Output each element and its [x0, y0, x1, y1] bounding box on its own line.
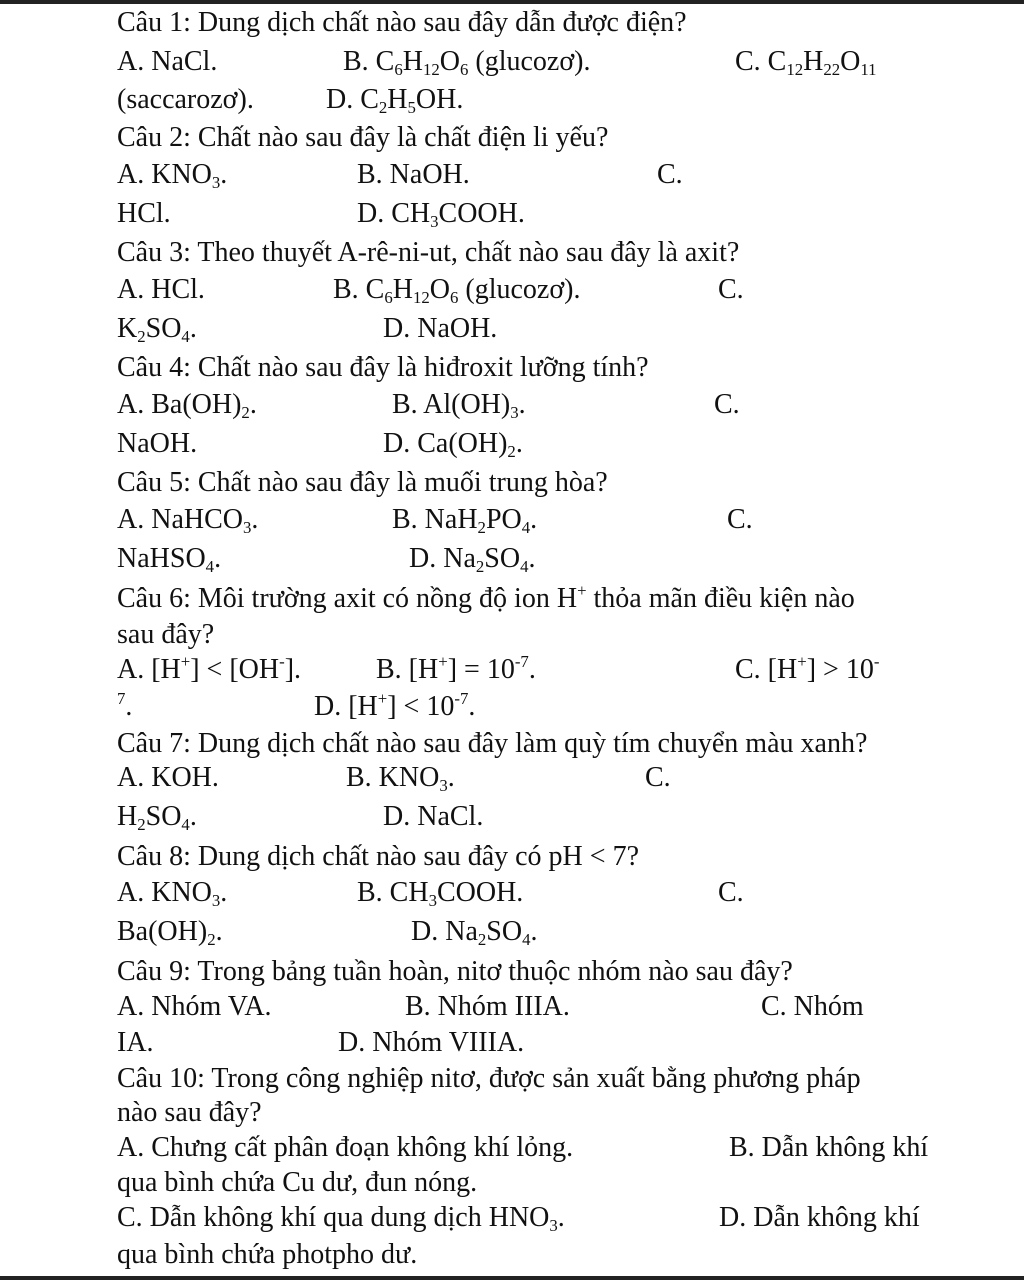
question-7-option-a: A. KOH. [117, 762, 219, 793]
question-10-option-b: B. Dẫn không khí [729, 1132, 929, 1163]
question-3-stem: Câu 3: Theo thuyết A-rê-ni-ut, chất nào sau đây là axit? [117, 237, 740, 268]
question-6-option-a: A. [H+] < [OH-]. [117, 652, 302, 685]
question-2-option-c-cont: HCl. [117, 198, 171, 229]
question-5-option-d: D. $Na_2SO_4$. [409, 543, 536, 577]
question-3-option-a: A. HCl. [117, 274, 205, 305]
question-9-option-a: A. Nhóm VA. [117, 991, 272, 1022]
question-8-stem: Câu 8: Dung dịch chất nào sau đây có pH < 7? [117, 841, 639, 872]
question-1-option-a: A. NaCl. [117, 46, 218, 77]
question-6-stem-cont: sau đây? [117, 619, 215, 650]
question-9-option-c: C. Nhóm [761, 991, 864, 1022]
question-7-option-d: D. NaCl. [383, 801, 484, 832]
question-10-option-b-cont: qua bình chứa Cu dư, đun nóng. [117, 1167, 478, 1198]
question-4-option-c: C. [714, 389, 740, 420]
question-1-option-d: D. $C_2H_5OH$. [326, 84, 464, 118]
question-4-option-c-cont: NaOH. [117, 428, 198, 459]
question-2-option-d: D. $CH_3COOH$. [357, 198, 525, 232]
question-4-stem: Câu 4: Chất nào sau đây là hiđroxit lưỡng tính? [117, 352, 649, 383]
question-1-option-c: C. $C_{12}H_{22}O_{11}$ [735, 46, 877, 80]
question-5-option-b: B. $NaH_2PO_4$. [392, 504, 538, 538]
question-8-option-b: B. $CH_3COOH$. [357, 877, 524, 911]
question-5-option-a: A. NaHCO$_3$. [117, 504, 259, 538]
question-10-stem-cont: nào sau đây? [117, 1097, 262, 1128]
question-6-option-c: C. [H+] > 10- [735, 652, 880, 685]
question-3-option-b: B. $C_6H_{12}O_6$ (glucozơ). [333, 274, 581, 308]
question-9-option-b: B. Nhóm IIIA. [405, 991, 570, 1022]
question-9-option-c-cont: IA. [117, 1027, 154, 1058]
question-1-option-b: B. $C_6H_{12}O_6$ (glucozơ). [343, 46, 591, 80]
question-10-option-a: A. Chưng cất phân đoạn không khí lỏng. [117, 1132, 574, 1163]
question-6-option-d: D. $[H^+] < 10^{-7}$. [314, 689, 476, 722]
question-5-option-c: C. [727, 504, 753, 535]
question-5-stem: Câu 5: Chất nào sau đây là muối trung hòa? [117, 467, 608, 498]
question-4-option-b: B. $Al(OH)_3$. [392, 389, 526, 423]
bottom-cutoff-edge [0, 1276, 1024, 1280]
question-8-option-a: A. $KNO_3$. [117, 877, 228, 911]
question-10-option-d-cont: qua bình chứa photpho dư. [117, 1239, 418, 1270]
question-7-option-b: B. $KNO_3$. [346, 762, 455, 796]
question-7-stem: Câu 7: Dung dịch chất nào sau đây làm quỳ tím chuyển màu xanh? [117, 728, 868, 759]
question-8-option-d: D. $Na_2SO_4$. [411, 916, 538, 950]
question-2-option-b: B. NaOH. [357, 159, 470, 190]
question-8-option-c-cont: $Ba(OH)_2$. [117, 916, 223, 950]
question-9-option-d: D. Nhóm VIIIA. [338, 1027, 525, 1058]
question-1-stem: Câu 1: Dung dịch chất nào sau đây dẫn được điện? [117, 7, 687, 38]
question-5-option-c-cont: NaHSO$_4$. [117, 543, 222, 577]
question-10-option-d: D. Dẫn không khí [719, 1202, 920, 1233]
question-8-option-c: C. [718, 877, 744, 908]
question-4-option-d: D. $Ca(OH)_2$. [383, 428, 523, 462]
question-1-option-c-cont: (saccarozơ). [117, 84, 254, 115]
question-3-option-c: C. [718, 274, 744, 305]
question-2-option-c: C. [657, 159, 683, 190]
question-2-stem: Câu 2: Chất nào sau đây là chất điện li yếu? [117, 122, 609, 153]
question-10-option-c: C. Dẫn không khí qua dung dịch $HNO_3$. [117, 1202, 565, 1236]
question-6-option-b: B. $[H^+] = 10^{-7}$. [376, 652, 536, 685]
question-4-option-a: A. $Ba(OH)_2$. [117, 389, 257, 423]
question-3-option-d: D. NaOH. [383, 313, 498, 344]
question-3-option-c-cont: $K_2SO_4$. [117, 313, 197, 347]
question-7-option-c: C. [645, 762, 671, 793]
question-9-stem: Câu 9: Trong bảng tuần hoàn, nitơ thuộc nhóm nào sau đây? [117, 956, 793, 987]
question-7-option-c-cont: $H_2SO_4$. [117, 801, 197, 835]
question-6-option-c-cont: $^7$. [117, 689, 133, 722]
question-10-stem: Câu 10: Trong công nghiệp nitơ, được sản xuất bằng phương pháp [117, 1063, 861, 1094]
top-cutoff-edge [0, 0, 1024, 4]
question-2-option-a: A. $KNO_3$. [117, 159, 228, 193]
question-6-stem: Câu 6: Môi trường axit có nồng độ ion H+ thỏa mãn điều kiện nào [117, 581, 855, 614]
